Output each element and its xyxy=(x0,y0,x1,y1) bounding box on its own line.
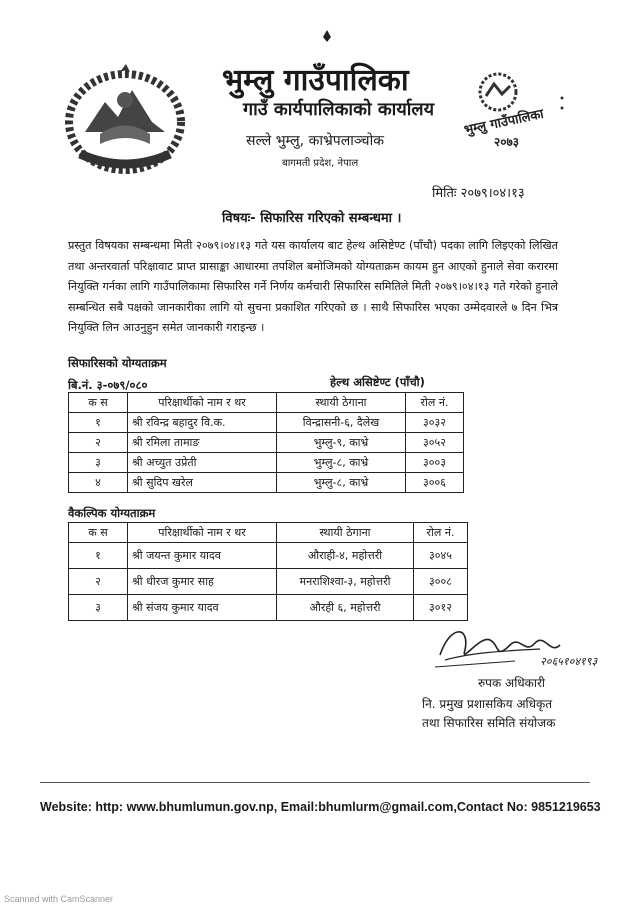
serial-cell: ३ xyxy=(69,453,128,473)
signatory-title: नि. प्रमुख प्रशासकिय अधिकृत xyxy=(422,697,553,711)
roll-cell: ३००३ xyxy=(406,453,464,473)
serial-cell: १ xyxy=(69,543,128,569)
signatory-committee-title: तथा सिफारिस समिति संयोजक xyxy=(422,716,556,730)
column-header: क स xyxy=(69,523,128,543)
seal-year: २०७३ xyxy=(494,135,519,149)
table-header-row xyxy=(69,393,464,413)
serial-cell: ३ xyxy=(69,595,128,621)
roll-cell: ३००६ xyxy=(406,473,464,493)
recommended-heading: सिफारिसको योग्यताक्रम xyxy=(68,356,167,370)
table-row xyxy=(69,453,464,473)
ink-mark xyxy=(322,30,332,42)
table-row xyxy=(69,595,468,621)
footer-divider xyxy=(40,782,590,783)
table-row xyxy=(69,569,468,595)
office-name: गाउँ कार्यपालिकाको कार्यालय xyxy=(243,99,435,120)
table-row xyxy=(69,543,468,569)
office-address: सल्ले भुम्लु, काभ्रेपलाञ्चोक xyxy=(246,133,384,149)
notice-body: प्रस्तुत विषयका सम्बन्धमा मिती २०७९।०४।१३ गते यस कार्यालय बाट हेल्थ असिष्टेण्ट (पाँचौ) पदका लागि लिइएको लिखित तथा अन्तरवार्ता परिक्षावाट प्राप्त प्रासाङ्का आधारमा तपशिल बमोजिमको योग्यताक्रम कायम हुन आएको हुनाले सेवा करारमा नियुक्ति गर्नका लागि गाउँपालिकामा सिफारिस गर्ने निर्णय कर्मचारी सिफारिस समितिले मिती २०७९।०४।१३ गते गरेको हुनाले सम्बन्धित सबै पक्षको जानकारीका लागि यो सुचना प्रकाशित गरिएको छ । साथै सिफारिस भएका उम्मेदवारले ७ दिन भित्र नियुक्ति लिन आउनुहुन समेत जानकारी गराइन्छ । xyxy=(68,239,558,334)
nepal-emblem-logo xyxy=(60,62,190,174)
column-header: क स xyxy=(69,393,128,413)
table-row xyxy=(69,433,464,453)
roll-cell: ३०३२ xyxy=(406,413,464,433)
municipality-seal xyxy=(458,68,570,152)
signature-date: २०६५१०४१९३ xyxy=(540,655,598,668)
signatory-name: रुपक अधिकारी xyxy=(478,676,546,690)
roll-cell: ३००८ xyxy=(414,569,468,595)
reference-number: बि.नं. ३-०७९/०८० xyxy=(68,378,148,392)
column-header: परिक्षार्थीको नाम र थर xyxy=(128,523,277,543)
municipality-name: भुम्लु गाउँपालिका xyxy=(222,63,409,98)
name-cell: श्री संजय कुमार यादव xyxy=(128,595,277,621)
address-cell: भुम्लु-८, काभ्रे xyxy=(277,473,406,493)
position-title: हेल्थ असिष्टेण्ट (पाँचौ) xyxy=(330,375,425,389)
column-header: परिक्षार्थीको नाम र थर xyxy=(128,393,277,413)
serial-cell: २ xyxy=(69,433,128,453)
roll-cell: ३०४५ xyxy=(414,543,468,569)
scanner-watermark: Scanned with CamScanner xyxy=(4,894,114,904)
name-cell: श्री जयन्त कुमार यादव xyxy=(128,543,277,569)
serial-cell: १ xyxy=(69,413,128,433)
notice-date: मितिः २०७९।०४।१३ xyxy=(432,186,525,201)
table-row xyxy=(69,473,464,493)
roll-cell: ३०१२ xyxy=(414,595,468,621)
column-header: स्थायी ठेगाना xyxy=(277,523,414,543)
recommended-table xyxy=(68,392,464,493)
table-row xyxy=(69,413,464,433)
alternate-heading: वैकल्पिक योग्यताक्रम xyxy=(68,506,156,520)
column-header: स्थायी ठेगाना xyxy=(277,393,406,413)
address-cell: विन्द्रासनी-६, दैलेख xyxy=(277,413,406,433)
name-cell: श्री अच्युत उप्रेती xyxy=(128,453,277,473)
roll-cell: ३०५२ xyxy=(406,433,464,453)
notice-subject: विषयः- सिफारिस गरिएको सम्बन्धमा । xyxy=(222,211,402,226)
name-cell: श्री सुदिप खरेल xyxy=(128,473,277,493)
serial-cell: ४ xyxy=(69,473,128,493)
table-header-row xyxy=(69,523,468,543)
address-cell: भुम्लु-९, काभ्रे xyxy=(277,433,406,453)
handwritten-signature xyxy=(430,615,630,680)
name-cell: श्री रमिला तामाङ xyxy=(128,433,277,453)
column-header: रोल नं. xyxy=(414,523,468,543)
column-header: रोल नं. xyxy=(406,393,464,413)
name-cell: श्री धीरज कुमार साह xyxy=(128,569,277,595)
province-name: बागमती प्रदेश, नेपाल xyxy=(282,158,359,169)
name-cell: श्री रविन्द्र बहादुर वि.क. xyxy=(128,413,277,433)
footer-contact: Website: http: www.bhumlumun.gov.np, Email:bhumlurm@gmail.com,Contact No: 9851219653 xyxy=(40,800,601,814)
address-cell: औरही ६, महोत्तरी xyxy=(277,595,414,621)
seal-name: भुम्लु गाउँपालिका xyxy=(462,106,546,139)
address-cell: मनराशिश्वा-३, महोत्तरी xyxy=(277,569,414,595)
serial-cell: २ xyxy=(69,569,128,595)
address-cell: औराही-४, महोत्तरी xyxy=(277,543,414,569)
alternate-table xyxy=(68,522,468,621)
address-cell: भुम्लु-८, काभ्रे xyxy=(277,453,406,473)
